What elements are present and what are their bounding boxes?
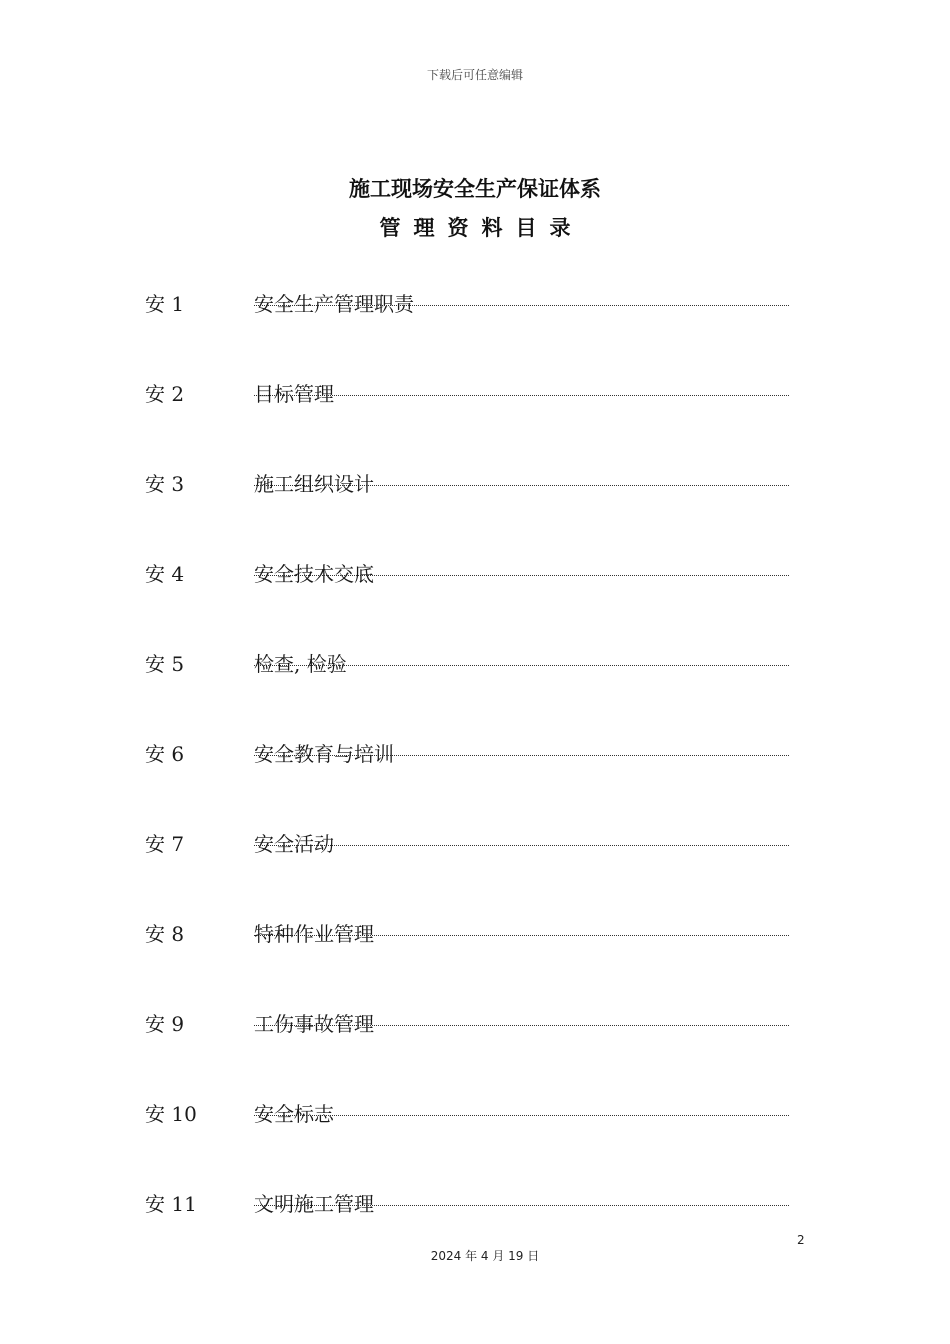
document-title: 施工现场安全生产保证体系 bbox=[349, 177, 601, 201]
toc-code: 安 4 bbox=[145, 562, 185, 586]
toc-entry[interactable] bbox=[145, 739, 789, 769]
toc-entry[interactable] bbox=[145, 1099, 789, 1129]
toc-label: 安全技术交底 bbox=[254, 562, 374, 586]
toc-code: 安 5 bbox=[145, 652, 185, 676]
toc-entry[interactable] bbox=[145, 919, 789, 949]
toc-code: 安 7 bbox=[145, 832, 185, 856]
toc-label: 目标管理 bbox=[254, 382, 334, 406]
toc-label: 特种作业管理 bbox=[254, 922, 374, 946]
toc-code: 安 11 bbox=[145, 1192, 197, 1216]
page-number: 2 bbox=[797, 1233, 805, 1247]
toc-label: 检查, 检验 bbox=[254, 652, 347, 676]
toc-entry[interactable] bbox=[145, 1009, 789, 1039]
toc-label: 文明施工管理 bbox=[254, 1192, 374, 1216]
header-note: 下载后可任意编辑 bbox=[426, 68, 523, 82]
toc-leader-line bbox=[254, 1115, 789, 1116]
toc-entry[interactable] bbox=[145, 559, 789, 589]
toc-entry[interactable] bbox=[145, 379, 789, 409]
toc-entry[interactable] bbox=[145, 289, 789, 319]
toc-code: 安 3 bbox=[145, 472, 185, 496]
toc-label: 安全教育与培训 bbox=[254, 742, 394, 766]
toc-label: 安全生产管理职责 bbox=[254, 292, 414, 316]
toc-code: 安 9 bbox=[145, 1012, 185, 1036]
document-subtitle: 管理资料目录 bbox=[379, 216, 584, 240]
toc-code: 安 1 bbox=[145, 292, 185, 316]
toc-label: 安全标志 bbox=[254, 1102, 334, 1126]
toc-leader-line bbox=[254, 845, 789, 846]
toc-entry[interactable] bbox=[145, 649, 789, 679]
toc-entry[interactable] bbox=[145, 1189, 789, 1219]
toc-label: 安全活动 bbox=[254, 832, 334, 856]
footer-date: 2024 年 4 月 19 日 bbox=[430, 1249, 540, 1263]
toc-label: 工伤事故管理 bbox=[254, 1012, 374, 1036]
toc-code: 安 10 bbox=[145, 1102, 197, 1126]
toc-code: 安 2 bbox=[145, 382, 185, 406]
toc-code: 安 6 bbox=[145, 742, 185, 766]
toc-label: 施工组织设计 bbox=[254, 472, 374, 496]
toc-entry[interactable] bbox=[145, 829, 789, 859]
toc-leader-line bbox=[254, 395, 789, 396]
toc-entry[interactable] bbox=[145, 469, 789, 499]
toc-code: 安 8 bbox=[145, 922, 185, 946]
